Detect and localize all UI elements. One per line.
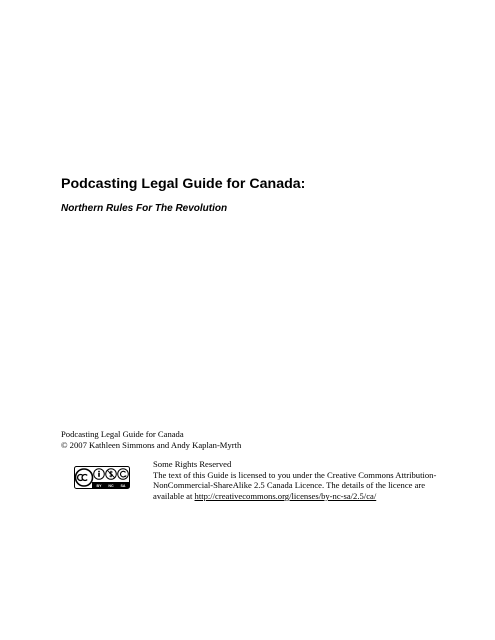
license-block <box>153 459 436 501</box>
badge-label-nc: NC <box>108 483 114 488</box>
badge-label-sa: SA <box>120 483 126 488</box>
credits-guide-name: Podcasting Legal Guide for Canada <box>61 429 184 439</box>
license-heading: Some Rights Reserved <box>153 459 232 469</box>
document-subtitle: Northern Rules For The Revolution <box>61 203 228 214</box>
creative-commons-by-nc-sa-icon <box>74 466 130 489</box>
license-link-prefix: available at <box>153 490 195 501</box>
document-title: Podcasting Legal Guide for Canada: <box>61 176 306 192</box>
credits-block <box>61 429 241 450</box>
license-line-2: NonCommercial-ShareAlike 2.5 Canada Licence. The details of the licence are <box>153 480 426 491</box>
credits-copyright: © 2007 Kathleen Simmons and Andy Kaplan-Myrth <box>61 439 242 450</box>
license-link[interactable]: http://creativecommons.org/licenses/by-nc-sa/2.5/ca/ <box>194 490 377 501</box>
badge-label-by: BY <box>96 483 102 488</box>
license-line-3 <box>153 491 436 502</box>
license-line-1: The text of this Guide is licensed to you under the Creative Commons Attribution- <box>153 469 437 480</box>
